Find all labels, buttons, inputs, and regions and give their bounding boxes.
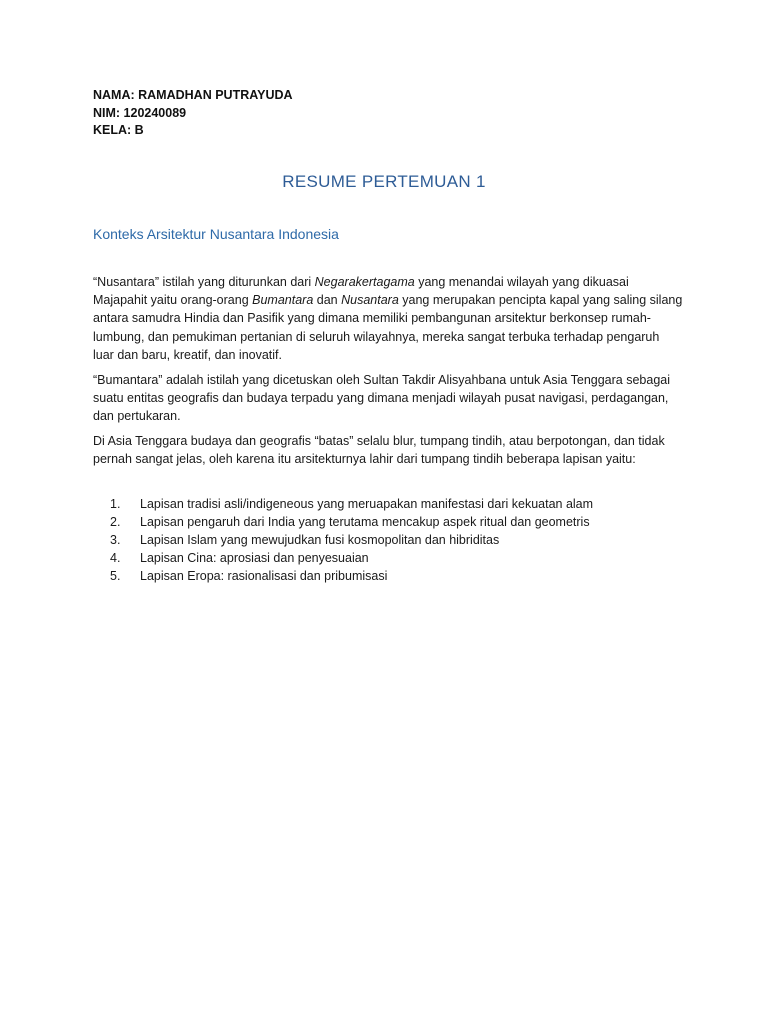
p1-text-g: yang merupakan pencipta kapal yang saling silang antara samudra Hindia dan Pasifik yang dimana memiliki pembangunan arsitektur berkonsep rumah-lumbung, dan pemukiman pertanian di seluruh wilayahnya, mereka sangat terbuka terhadap pengaruh luar dan baru, kreatif, dan inovatif.	[93, 293, 683, 362]
list-number: 4.	[110, 551, 121, 565]
list-number: 5.	[110, 569, 121, 583]
p1-text-e: dan	[313, 293, 342, 308]
student-nim: NIM: 120240089	[93, 105, 187, 120]
paragraph-asia-tenggara: Di Asia Tenggara budaya dan geografis “batas” selalu blur, tumpang tindih, atau berpotongan, dan tidak pernah sangat jelas, oleh karena itu arsitekturnya lahir dari tumpang tindih beberapa lapisan yaitu:	[93, 434, 665, 467]
student-class: KELA: B	[93, 123, 144, 137]
p1-text-a: “Nusantara” istilah yang diturunkan dari	[93, 275, 315, 289]
list-text: Lapisan Cina: aprosiasi dan penyesuaian	[140, 551, 369, 565]
list-text: Lapisan Islam yang mewujudkan fusi kosmopolitan dan hibriditas	[140, 533, 500, 547]
p1-italic-nusantara: Nusantara	[341, 293, 399, 308]
list-item	[110, 549, 593, 567]
paragraph-nusantara	[93, 273, 683, 364]
list-item	[110, 513, 593, 531]
student-info	[93, 87, 293, 140]
student-name: NAMA: RAMADHAN PUTRAYUDA	[93, 88, 293, 102]
layers-list	[110, 495, 593, 585]
list-number: 3.	[110, 533, 121, 547]
list-item	[110, 567, 593, 585]
list-text: Lapisan pengaruh dari India yang terutama mencakup aspek ritual dan geometris	[140, 515, 590, 529]
p1-italic-bumantara: Bumantara	[252, 293, 314, 308]
list-number: 2.	[110, 515, 121, 529]
paragraph-bumantara: “Bumantara” adalah istilah yang dicetuskan oleh Sultan Takdir Alisyahbana untuk Asia Tenggara sebagai suatu entitas geografis dan budaya terpadu yang dimana menjadi wilayah pusat navigasi, perdagangan, dan pertukaran.	[93, 373, 671, 424]
list-number: 1.	[110, 497, 121, 511]
list-text: Lapisan tradisi asli/indigeneous yang meruapakan manifestasi dari kekuatan alam	[140, 497, 594, 511]
document-title: RESUME PERTEMUAN 1	[282, 172, 486, 191]
list-text: Lapisan Eropa: rasionalisasi dan pribumisasi	[140, 569, 388, 583]
p1-text-c: yang menandai wilayah yang dikuasai Majapahit yaitu orang-orang	[93, 275, 629, 308]
p1-italic-negarakertagama: Negarakertagama	[314, 275, 415, 289]
section-heading: Konteks Arsitektur Nusantara Indonesia	[93, 226, 339, 242]
list-item	[110, 531, 593, 549]
list-item	[110, 495, 593, 513]
